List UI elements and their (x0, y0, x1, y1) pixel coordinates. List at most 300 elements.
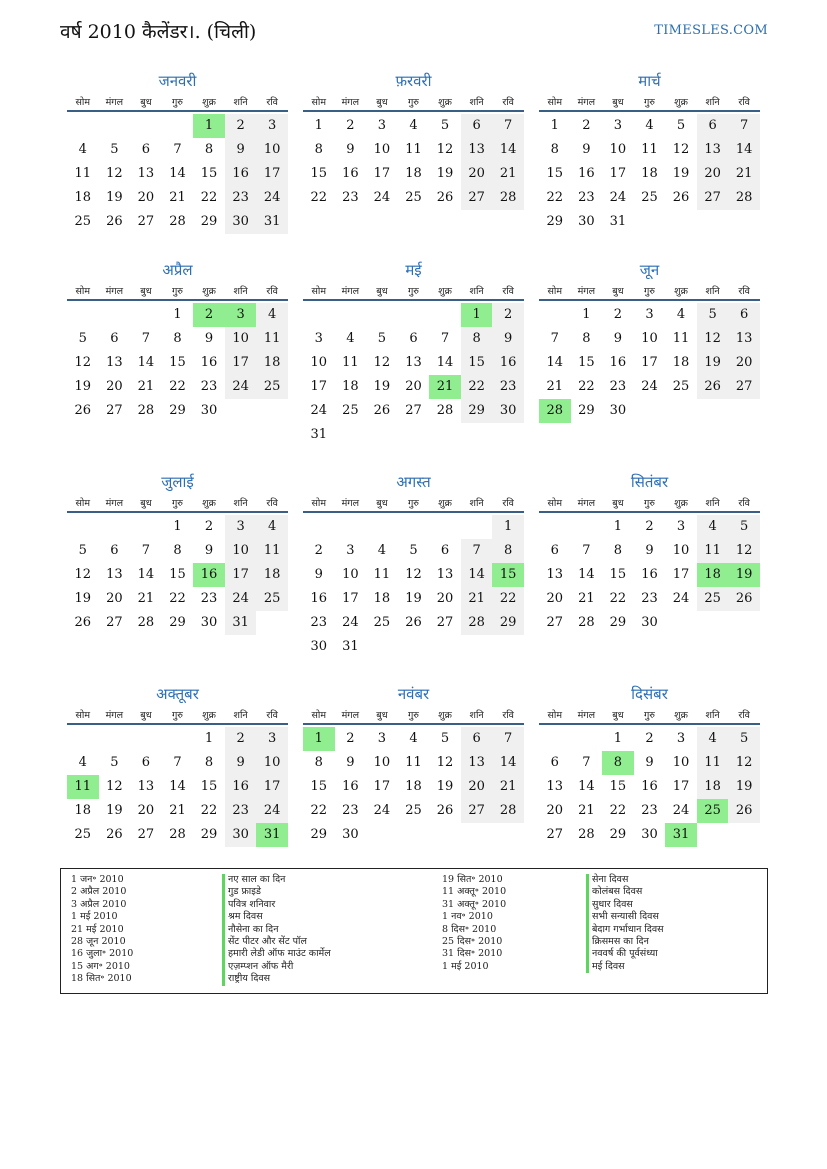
day-cell: 28 (436, 403, 454, 418)
weekday-label: बुध (376, 285, 388, 297)
day-cell: 3 (377, 731, 387, 746)
empty-cell (366, 423, 398, 447)
day-cell: 15 (609, 779, 627, 794)
day-cell: 4 (78, 755, 87, 770)
day-cell: 17 (672, 779, 690, 794)
empty-cell (256, 611, 288, 635)
weekend-day-cell: 21 (492, 162, 524, 186)
day-cell: 1 (173, 519, 182, 534)
day-cell: 9 (346, 755, 355, 770)
day-cell: 31 (609, 214, 627, 229)
empty-cell (366, 303, 398, 327)
month-calendar (303, 70, 524, 210)
weekend-day-cell: 9 (492, 327, 524, 351)
day-cell: 6 (110, 331, 119, 346)
weekday-label: बुध (612, 497, 624, 509)
holiday-date: 1 जन॰ 2010 (71, 874, 124, 885)
weekday-label: शनि (469, 96, 484, 108)
weekday-label: मंगल (341, 497, 360, 509)
day-cell: 22 (310, 190, 328, 205)
weekday-label: शुक्र (438, 709, 452, 721)
empty-cell (130, 114, 162, 138)
week-row (303, 611, 524, 635)
weekend-day-cell: 26 (728, 587, 760, 611)
day-cell: 6 (409, 331, 418, 346)
day-cell: 27 (436, 615, 454, 630)
weekday-label: मंगल (105, 709, 124, 721)
empty-cell (225, 399, 257, 423)
week-row (67, 186, 288, 210)
day-cell: 23 (342, 190, 359, 205)
day-cell: 13 (546, 567, 564, 582)
week-row (539, 539, 760, 563)
weekday-label: बुध (612, 285, 624, 297)
weekend-day-cell: 8 (492, 539, 524, 563)
month-calendar (303, 471, 524, 659)
weekday-label: शुक्र (202, 285, 216, 297)
holiday-day-cell: 11 (67, 775, 99, 799)
weekend-day-cell: 26 (728, 799, 760, 823)
weekday-label: रवि (738, 285, 750, 297)
weekend-day-cell: 12 (697, 327, 729, 351)
weekend-day-cell: 27 (461, 186, 493, 210)
day-cell: 25 (405, 190, 422, 205)
day-cell: 10 (672, 543, 690, 558)
day-cell: 5 (110, 755, 119, 770)
holiday-name: सेंट पीटर और सेंट पॉल (222, 936, 331, 948)
day-cell: 6 (550, 755, 559, 770)
holiday-name: राष्ट्रीय दिवस (222, 973, 331, 985)
holiday-date: 25 दिस॰ 2010 (442, 935, 503, 947)
month-calendar (67, 70, 288, 234)
weekend-day-cell: 11 (697, 751, 729, 775)
day-cell: 11 (405, 755, 422, 770)
day-cell: 5 (440, 731, 450, 746)
day-cell: 4 (645, 118, 654, 133)
week-row (539, 727, 760, 751)
day-cell: 21 (137, 591, 155, 606)
day-cell: 15 (609, 567, 627, 582)
empty-cell (67, 114, 99, 138)
week-row (67, 751, 288, 775)
weekend-day-cell: 8 (461, 327, 493, 351)
day-cell: 14 (169, 166, 186, 181)
week-row (303, 423, 524, 447)
week-row (67, 375, 288, 399)
weekday-label: सोम (547, 285, 563, 297)
week-row (303, 351, 524, 375)
weekday-label: शुक्र (438, 96, 452, 108)
day-cell: 26 (436, 190, 454, 205)
day-cell: 14 (578, 779, 595, 794)
holiday-date: 1 मई 2010 (71, 911, 118, 923)
weekend-day-cell: 13 (461, 751, 493, 775)
weekday-header (539, 92, 760, 112)
empty-cell (728, 399, 760, 423)
weekend-day-cell: 3 (256, 727, 288, 751)
month-calendar (539, 683, 760, 847)
day-cell: 14 (137, 355, 155, 370)
week-row (539, 751, 760, 775)
weekend-day-cell: 25 (256, 587, 288, 611)
day-cell: 6 (110, 543, 119, 558)
week-row (67, 563, 288, 587)
day-cell: 14 (169, 779, 186, 794)
day-cell: 11 (74, 166, 92, 181)
day-cell: 27 (546, 615, 564, 630)
empty-cell (99, 727, 131, 751)
day-cell: 5 (676, 118, 686, 133)
day-cell: 18 (74, 190, 92, 205)
day-cell: 19 (436, 166, 454, 181)
week-row (303, 375, 524, 399)
holiday-name: नववर्ष की पूर्वसंध्या (586, 948, 664, 960)
weekday-label: गुरु (171, 285, 183, 297)
week-row (303, 515, 524, 539)
holiday-name: श्रम दिवस (222, 911, 331, 923)
holiday-list (60, 868, 768, 994)
weekday-label: सोम (311, 497, 327, 509)
holiday-name: नए साल का दिन (222, 874, 331, 886)
week-row (303, 823, 524, 847)
day-cell: 5 (440, 118, 450, 133)
weekend-day-cell: 16 (492, 351, 524, 375)
weekend-day-cell: 19 (728, 775, 760, 799)
weekend-day-cell: 7 (492, 114, 524, 138)
day-cell: 17 (342, 591, 359, 606)
day-cell: 23 (641, 591, 658, 606)
weekend-day-cell: 28 (492, 186, 524, 210)
day-cell: 1 (613, 731, 623, 746)
day-cell: 23 (641, 803, 658, 818)
weekend-day-cell: 19 (697, 351, 729, 375)
weekday-label: शुक्र (438, 497, 452, 509)
day-cell: 16 (641, 779, 658, 794)
weekend-day-cell: 17 (225, 351, 257, 375)
empty-cell (398, 423, 430, 447)
weekday-label: सोम (311, 709, 327, 721)
week-row (303, 539, 524, 563)
day-cell: 2 (346, 118, 355, 133)
empty-cell (335, 303, 367, 327)
day-cell: 9 (582, 142, 591, 157)
day-cell: 22 (169, 591, 186, 606)
day-cell: 25 (74, 214, 92, 229)
holiday-day-cell: 2 (193, 303, 225, 327)
day-cell: 1 (204, 731, 214, 746)
day-cell: 4 (409, 118, 418, 133)
holiday-name: मई दिवस (586, 961, 664, 973)
day-cell: 14 (546, 355, 564, 370)
day-cell: 30 (200, 615, 218, 630)
day-cell: 6 (141, 142, 151, 157)
holiday-day-cell: 1 (193, 114, 225, 138)
weekend-day-cell: 10 (256, 751, 288, 775)
weekend-day-cell: 6 (697, 114, 729, 138)
day-cell: 2 (645, 731, 654, 746)
weekend-day-cell: 2 (225, 114, 257, 138)
empty-cell (130, 515, 162, 539)
day-cell: 12 (405, 567, 422, 582)
weekday-label: मंगल (577, 497, 596, 509)
weekend-day-cell: 23 (225, 799, 257, 823)
weekend-day-cell: 24 (225, 587, 257, 611)
day-cell: 9 (645, 543, 654, 558)
day-cell: 27 (137, 827, 155, 842)
weekend-day-cell: 9 (225, 138, 257, 162)
weekday-label: शुक्र (674, 709, 688, 721)
day-cell: 26 (373, 403, 391, 418)
weekday-label: रवि (266, 497, 278, 509)
day-cell: 30 (310, 639, 328, 654)
day-cell: 20 (106, 591, 123, 606)
day-cell: 21 (137, 379, 155, 394)
weekend-day-cell: 24 (256, 186, 288, 210)
weekend-day-cell: 11 (256, 539, 288, 563)
day-cell: 14 (436, 355, 454, 370)
month-calendar (67, 683, 288, 847)
week-row (539, 114, 760, 138)
weekday-label: सोम (75, 709, 91, 721)
day-cell: 29 (578, 403, 595, 418)
day-cell: 22 (546, 190, 564, 205)
day-cell: 18 (405, 166, 422, 181)
day-cell: 6 (440, 543, 450, 558)
weekend-day-cell: 30 (225, 210, 257, 234)
day-cell: 2 (645, 519, 654, 534)
empty-cell (366, 635, 398, 659)
weekday-header (67, 92, 288, 112)
weekend-day-cell: 20 (461, 162, 493, 186)
day-cell: 3 (613, 118, 623, 133)
week-row (303, 775, 524, 799)
weekend-day-cell: 30 (225, 823, 257, 847)
day-cell: 9 (204, 543, 214, 558)
day-cell: 11 (672, 331, 690, 346)
day-cell: 22 (609, 803, 627, 818)
weekday-label: बुध (612, 709, 624, 721)
weekend-day-cell: 16 (225, 775, 257, 799)
day-cell: 2 (204, 519, 214, 534)
day-cell: 8 (204, 142, 214, 157)
day-cell: 31 (310, 427, 328, 442)
day-cell: 16 (310, 591, 328, 606)
day-cell: 4 (78, 142, 87, 157)
weekend-day-cell: 13 (697, 138, 729, 162)
month-name: मई (405, 261, 422, 279)
month-name: मार्च (638, 72, 661, 90)
month-calendar (539, 259, 760, 423)
weekend-day-cell: 13 (461, 138, 493, 162)
weekday-label: बुध (140, 285, 152, 297)
weekend-day-cell: 31 (225, 611, 257, 635)
holiday-date: 8 दिस॰ 2010 (442, 923, 497, 935)
day-cell: 13 (436, 567, 454, 582)
weekend-day-cell: 7 (461, 539, 493, 563)
day-cell: 17 (672, 567, 690, 582)
day-cell: 29 (200, 214, 218, 229)
day-cell: 30 (342, 827, 359, 842)
empty-cell (162, 727, 194, 751)
month-calendar (67, 259, 288, 423)
weekend-day-cell: 6 (461, 114, 493, 138)
day-cell: 9 (613, 331, 623, 346)
day-cell: 19 (373, 379, 391, 394)
day-cell: 1 (314, 118, 323, 133)
weekday-label: शनि (705, 96, 720, 108)
empty-cell (429, 635, 461, 659)
day-cell: 26 (106, 827, 123, 842)
day-cell: 23 (200, 591, 218, 606)
day-cell: 20 (137, 803, 155, 818)
day-cell: 20 (137, 190, 155, 205)
weekday-label: सोम (311, 285, 327, 297)
weekend-day-cell: 30 (492, 399, 524, 423)
week-row (67, 727, 288, 751)
weekend-day-cell: 5 (728, 515, 760, 539)
holiday-day-cell: 25 (697, 799, 729, 823)
weekday-label: मंगल (577, 285, 596, 297)
weekday-label: शनि (469, 709, 484, 721)
day-cell: 31 (342, 639, 359, 654)
empty-cell (665, 399, 697, 423)
day-cell: 12 (436, 755, 454, 770)
holiday-date: 3 अप्रैल 2010 (71, 898, 127, 910)
weekend-day-cell: 26 (697, 375, 729, 399)
holiday-day-cell: 28 (539, 399, 571, 423)
weekday-header (67, 281, 288, 301)
weekday-label: रवि (502, 285, 514, 297)
week-row (539, 138, 760, 162)
holiday-name: कोलंबस दिवस (586, 886, 664, 898)
day-cell: 23 (200, 379, 218, 394)
day-cell: 20 (436, 591, 454, 606)
site-link[interactable]: TIMESLES.COM (654, 23, 768, 38)
weekend-day-cell: 31 (256, 210, 288, 234)
holiday-date: 28 जून 2010 (71, 935, 126, 947)
empty-cell (461, 515, 493, 539)
weekend-day-cell: 18 (697, 775, 729, 799)
holiday-day-cell: 31 (256, 823, 288, 847)
empty-cell (728, 210, 760, 234)
day-cell: 7 (582, 755, 591, 770)
day-cell: 29 (609, 615, 627, 630)
day-cell: 16 (200, 355, 218, 370)
weekend-day-cell: 10 (256, 138, 288, 162)
day-cell: 24 (373, 190, 391, 205)
day-cell: 29 (200, 827, 218, 842)
week-row (303, 587, 524, 611)
holiday-date: 21 मई 2010 (71, 923, 124, 935)
day-cell: 29 (609, 827, 627, 842)
empty-cell (429, 423, 461, 447)
day-cell: 10 (310, 355, 328, 370)
day-cell: 21 (169, 803, 186, 818)
day-cell: 17 (373, 166, 391, 181)
day-cell: 3 (676, 731, 686, 746)
week-row (303, 563, 524, 587)
week-row (539, 186, 760, 210)
weekend-day-cell: 1 (492, 515, 524, 539)
holiday-name: एज़म्प्शन ऑफ मैरी (222, 961, 331, 973)
weekday-label: रवि (502, 96, 514, 108)
weekday-label: शुक्र (202, 709, 216, 721)
holiday-dates-right (442, 874, 506, 973)
month-calendar (303, 259, 524, 447)
week-row (539, 162, 760, 186)
holiday-day-cell: 21 (429, 375, 461, 399)
week-row (539, 611, 760, 635)
week-row (303, 327, 524, 351)
weekday-header (303, 705, 524, 725)
month-name: अक्तूबर (156, 685, 199, 703)
day-cell: 30 (641, 827, 658, 842)
day-cell: 28 (137, 615, 155, 630)
weekend-day-cell: 17 (256, 775, 288, 799)
weekend-day-cell: 12 (728, 751, 760, 775)
weekend-day-cell: 21 (461, 587, 493, 611)
weekday-label: सोम (547, 709, 563, 721)
day-cell: 30 (641, 615, 658, 630)
day-cell: 8 (173, 331, 182, 346)
empty-cell (67, 515, 99, 539)
empty-cell (256, 399, 288, 423)
week-row (539, 587, 760, 611)
holiday-date: 18 सित॰ 2010 (71, 973, 132, 985)
day-cell: 24 (641, 379, 658, 394)
empty-cell (162, 114, 194, 138)
day-cell: 17 (310, 379, 328, 394)
day-cell: 9 (314, 567, 323, 582)
empty-cell (539, 515, 571, 539)
month-name: जुलाई (161, 473, 194, 491)
holiday-name: बेदाग गर्भाधान दिवस (586, 924, 664, 936)
weekday-label: सोम (311, 96, 327, 108)
day-cell: 19 (106, 803, 123, 818)
weekday-label: बुध (376, 96, 388, 108)
empty-cell (335, 515, 367, 539)
day-cell: 22 (200, 803, 218, 818)
day-cell: 24 (310, 403, 328, 418)
week-row (303, 635, 524, 659)
day-cell: 17 (609, 166, 627, 181)
day-cell: 7 (173, 755, 182, 770)
week-row (539, 375, 760, 399)
day-cell: 30 (200, 403, 218, 418)
holiday-date: 1 नव॰ 2010 (442, 911, 493, 923)
day-cell: 15 (310, 779, 328, 794)
holiday-names-left (222, 874, 331, 986)
day-cell: 20 (546, 803, 564, 818)
month-name: जून (639, 261, 660, 279)
day-cell: 18 (373, 591, 391, 606)
weekday-label: शुक्र (674, 497, 688, 509)
day-cell: 27 (405, 403, 422, 418)
day-cell: 26 (672, 190, 690, 205)
weekend-day-cell: 12 (728, 539, 760, 563)
holiday-dates-left (71, 874, 133, 986)
day-cell: 20 (405, 379, 422, 394)
day-cell: 10 (672, 755, 690, 770)
holiday-day-cell: 18 (697, 563, 729, 587)
day-cell: 22 (310, 803, 328, 818)
empty-cell (335, 423, 367, 447)
week-row (303, 727, 524, 751)
weekend-day-cell: 21 (492, 775, 524, 799)
weekday-header (67, 705, 288, 725)
weekday-label: बुध (376, 497, 388, 509)
weekend-day-cell: 29 (492, 611, 524, 635)
